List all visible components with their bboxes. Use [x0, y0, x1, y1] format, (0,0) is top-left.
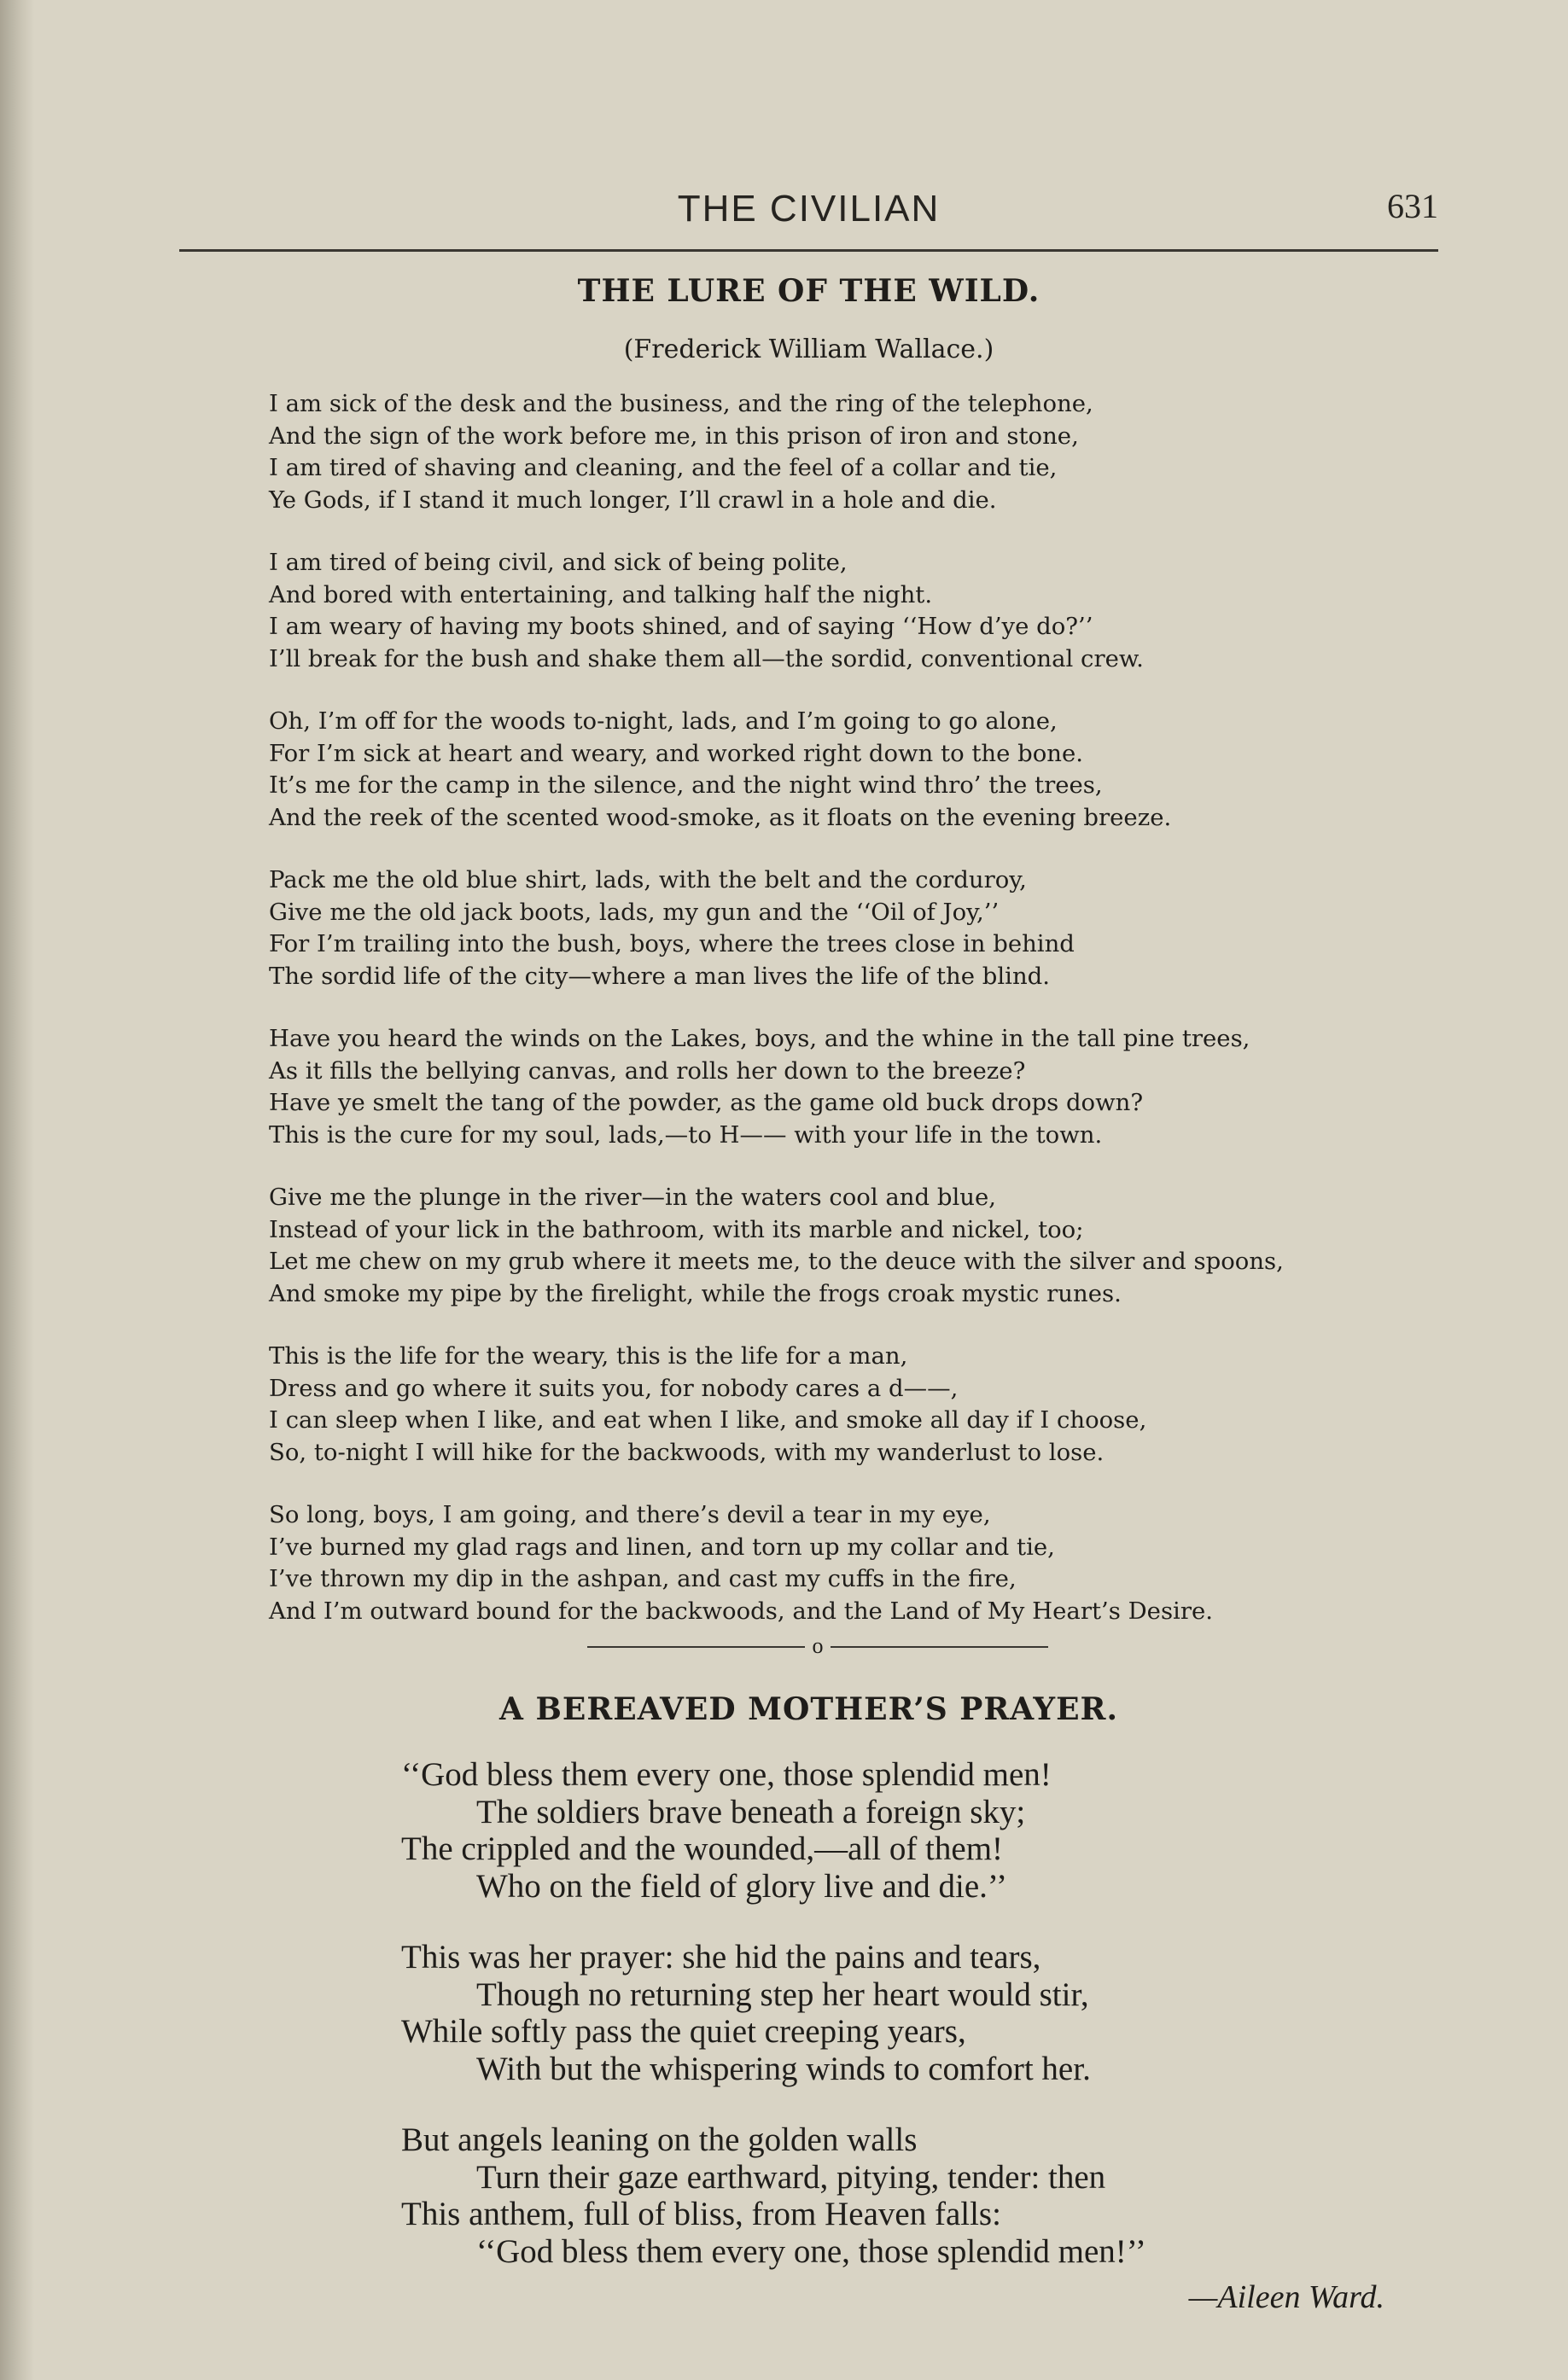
page-number: 631 — [1387, 187, 1438, 225]
poem-line: I’ve burned my glad rags and linen, and torn up my collar and tie, — [269, 1533, 1055, 1561]
poem-line: Pack me the old blue shirt, lads, with the belt and the corduroy, — [269, 866, 1027, 893]
stanza — [269, 388, 1438, 516]
poem-line: The soldiers brave beneath a foreign sky; — [476, 1793, 1026, 1830]
poem-line: This was her prayer: she hid the pains and tears, — [401, 1939, 1041, 1976]
poem-line: ‘‘God bless them every one, those splendid men! — [401, 1756, 1052, 1793]
page-gutter-shadow — [0, 0, 34, 2380]
stanza — [401, 2121, 1438, 2270]
running-title: THE CIVILIAN — [677, 188, 941, 230]
poem-line: The crippled and the wounded,—all of them! — [401, 1830, 1004, 1867]
poem-author: (Frederick William Wallace.) — [623, 335, 994, 364]
poem-line: But angels leaning on the golden walls — [401, 2121, 918, 2158]
poem-line: I am sick of the desk and the business, and the ring of the telephone, — [269, 390, 1093, 417]
poem-line: So, to-night I will hike for the backwoods, with my wanderlust to lose. — [269, 1438, 1105, 1466]
divider-rule-left — [587, 1646, 805, 1648]
section-divider — [587, 1634, 1048, 1660]
stanza — [401, 1756, 1438, 1905]
poem-line: Let me chew on my grub where it meets me, to the deuce with the silver and spoons, — [269, 1248, 1284, 1275]
stanza — [269, 1023, 1438, 1151]
poem-line: Oh, I’m off for the woods to-night, lads, and I’m going to go alone, — [269, 707, 1058, 735]
poem-line: And smoke my pipe by the firelight, while the frogs croak mystic runes. — [269, 1279, 1122, 1307]
stanza — [269, 547, 1438, 675]
poem-line: This is the life for the weary, this is the life for a man, — [269, 1342, 908, 1370]
poem-line: Ye Gods, if I stand it much longer, I’ll crawl in a hole and die. — [269, 486, 997, 514]
stanza — [401, 1939, 1438, 2087]
poem-body — [401, 1756, 1438, 2304]
poem-line: I am tired of being civil, and sick of being polite, — [269, 549, 848, 576]
poem-line: Give me the plunge in the river—in the waters cool and blue, — [269, 1184, 996, 1211]
page-header — [179, 179, 1438, 260]
poem-line: I can sleep when I like, and eat when I like, and smoke all day if I choose, — [269, 1406, 1147, 1434]
stanza — [269, 706, 1438, 834]
poem-line: And bored with entertaining, and talking half the night. — [269, 580, 933, 608]
poem-line: I’ll break for the bush and shake them all—the sordid, conventional crew. — [269, 644, 1144, 672]
poem-line: Instead of your lick in the bathroom, with its marble and nickel, too; — [269, 1215, 1084, 1243]
divider-ornament: o — [812, 1633, 824, 1658]
poem-line: So long, boys, I am going, and there’s devil a tear in my eye, — [269, 1501, 991, 1528]
stanza — [269, 864, 1438, 992]
poem-line: This is the cure for my soul, lads,—to H—— with your life in the town. — [269, 1120, 1103, 1149]
poem-line: The sordid life of the city—where a man lives the life of the blind. — [269, 962, 1051, 990]
poem-body — [269, 388, 1438, 1658]
stanza — [269, 1182, 1438, 1310]
poem-line: With but the whispering winds to comfort her. — [476, 2050, 1091, 2087]
poem-signature: —Aileen Ward. — [1188, 2279, 1384, 2315]
poem-line: I am tired of shaving and cleaning, and the feel of a collar and tie, — [269, 454, 1058, 481]
divider-rule-right — [831, 1646, 1048, 1648]
stanza — [269, 1499, 1438, 1627]
poem-line: Who on the field of glory live and die.’’ — [476, 1867, 1008, 1905]
poem-line: Have ye smelt the tang of the powder, as the game old buck drops down? — [269, 1089, 1144, 1116]
poem-title: A BEREAVED MOTHER’S PRAYER. — [499, 1691, 1118, 1727]
poem-line: For I’m trailing into the bush, boys, where the trees close in behind — [269, 930, 1075, 957]
poem-line: Though no returning step her heart would stir, — [476, 1976, 1089, 2013]
poem-line: I am weary of having my boots shined, and of saying ‘‘How d’ye do?’’ — [269, 613, 1093, 640]
poem-line: Have you heard the winds on the Lakes, boys, and the whine in the tall pine trees, — [269, 1025, 1250, 1052]
poem-line: For I’m sick at heart and weary, and worked right down to the bone. — [269, 739, 1084, 767]
poem-line: It’s me for the camp in the silence, and the night wind thro’ the trees, — [269, 771, 1103, 799]
poem-title: THE LURE OF THE WILD. — [577, 273, 1040, 309]
poem-line: And the reek of the scented wood-smoke, as it floats on the evening breeze. — [269, 803, 1172, 831]
header-rule — [179, 249, 1438, 252]
poem-line: As it fills the bellying canvas, and rolls her down to the breeze? — [269, 1056, 1026, 1085]
poem-line: Dress and go where it suits you, for nobody cares a d——, — [269, 1374, 959, 1402]
poem-line: Turn their gaze earthward, pitying, tender: then — [476, 2158, 1106, 2196]
poem-line: And I’m outward bound for the backwoods, and the Land of My Heart’s Desire. — [269, 1597, 1214, 1625]
poem-line: I’ve thrown my dip in the ashpan, and cast my cuffs in the fire, — [269, 1565, 1017, 1592]
poem-line: While softly pass the quiet creeping years, — [401, 2013, 966, 2050]
poem-line: ‘‘God bless them every one, those splendid men!’’ — [476, 2232, 1146, 2270]
poem-line: And the sign of the work before me, in this prison of iron and stone, — [269, 422, 1079, 450]
poem-line: This anthem, full of bliss, from Heaven falls: — [401, 2196, 1001, 2232]
stanza — [269, 1341, 1438, 1469]
poem-line: Give me the old jack boots, lads, my gun and the ‘‘Oil of Joy,’’ — [269, 898, 1000, 926]
